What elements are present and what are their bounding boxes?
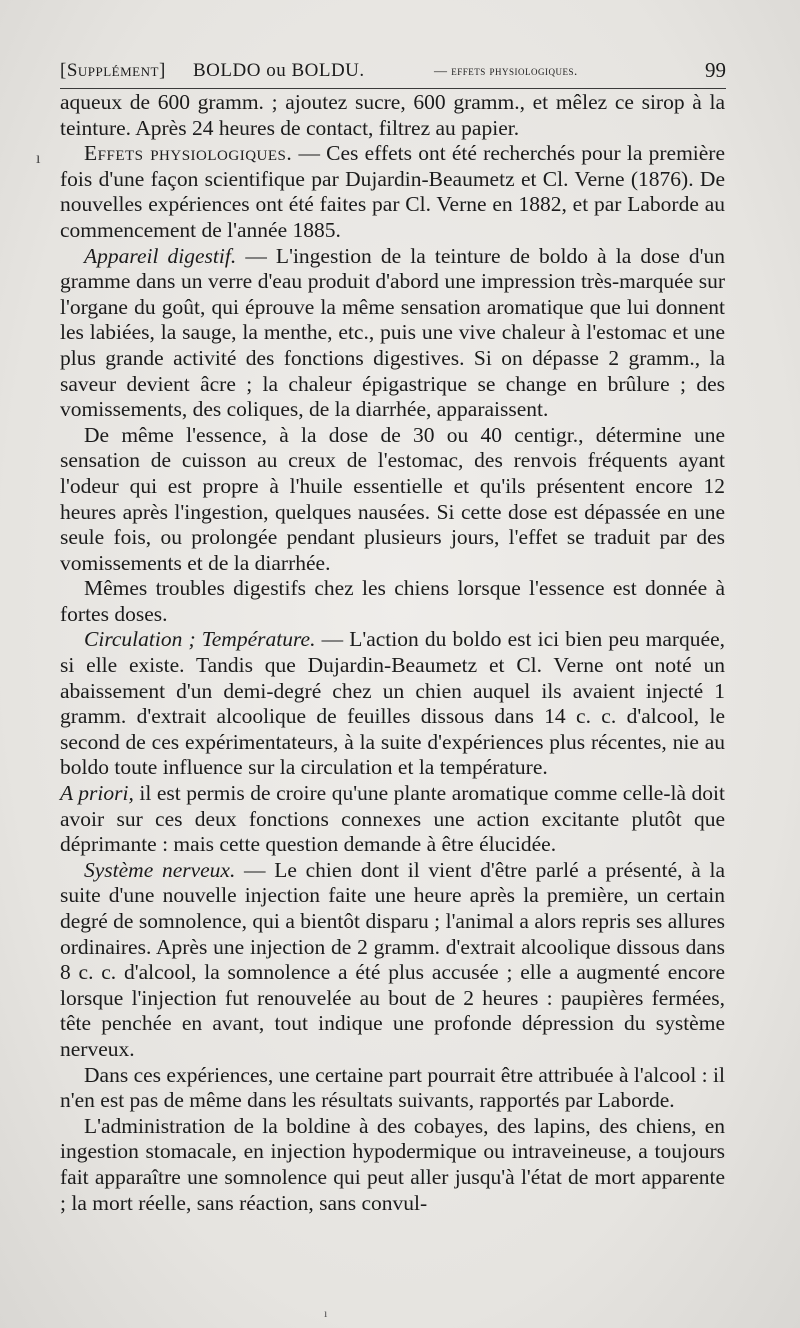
paragraph-appareil-digestif: [60, 244, 725, 423]
margin-mark: ı: [36, 150, 41, 167]
paragraph-essence: [60, 423, 725, 577]
paragraph-recipe-end: [60, 90, 725, 141]
subsection-heading: Système nerveux.: [84, 857, 236, 882]
paragraph-circulation: [60, 627, 725, 781]
subsection-heading: Circulation ; Température.: [84, 627, 316, 652]
body-text: [60, 90, 725, 1216]
article-title: BOLDO ou BOLDU.: [193, 60, 365, 81]
paragraph-text: Dans ces expériences, une certaine part pourrait être attribuée à l'alcool : il n'en est pas de même dans les résultats suivants, rapportés par Laborde.: [60, 1062, 725, 1113]
paragraph-alcool: [60, 1063, 725, 1114]
page-number: 99: [705, 58, 726, 82]
paragraph-text: Mêmes troubles digestifs chez les chiens lorsque l'essence est donnée à fortes doses.: [60, 576, 725, 626]
paragraph-text: L'administration de la boldine à des cobayes, des lapins, des chiens, en ingestion stomacale, en injection hypodermique ou intraveineuse, a toujours fait apparaître une somnolence qui peut aller jusqu'à l'état de mort apparente ; la mort réelle, sans réaction, sans convul-: [60, 1113, 725, 1215]
paragraph-text: — L'ingestion de la teinture de boldo à la dose d'un gramme dans un verre d'eau produit d'abord une impression très-marquée sur l'organe du goût, qui éprouve la même sensation aromatique que lui donnent les labiées, la sauge, la menthe, etc., puis une vive chaleur à l'estomac et une plus grande activité des fonctions digestives. Si on dépasse 2 gramm., la saveur devient âcre ; la chaleur épigastrique se change en brûlure ; des vomissements, des coliques, de la diarrhée, apparaissent.: [60, 243, 726, 422]
paragraph-text: — Le chien dont il vient d'être parlé a présenté, à la suite d'une nouvelle injection faite une heure après la première, un certain degré de somnolence, qui a bientôt disparu ; l'animal a alors repris ses allures ordinaires. Après une injection de 2 gramm. d'extrait alcoolique dissous dans 8 c. c. d'alcool, la somnolence a été plus accusée ; elle a augmenté encore lorsque l'injection fut renouvelée au bout de 2 heures : paupières fermées, tête penchée en avant, tout indique une profonde dépression du système nerveux.: [60, 857, 725, 1061]
paragraph-text: aqueux de 600 gramm. ; ajoutez sucre, 600 gramm., et mêlez ce sirop à la teinture. Après 24 heures de contact, filtrez au papier.: [60, 90, 725, 140]
footer-mark: ı: [324, 1306, 328, 1320]
paragraph-text: De même l'essence, à la dose de 30 ou 40 centigr., détermine une sensation de cuisson au creux de l'estomac, des renvois fréquents ayant l'odeur qui est propre à l'huile essentielle et qu'ils présentent encore 12 heures après l'ingestion, quelques nausées. Si cette dose est dépassée en une seule fois, ou prolongée pendant plusieurs jours, l'effet se traduit par des vomissements et de la diarrhée.: [60, 422, 725, 575]
paragraph-effets-physiologiques: [60, 141, 725, 243]
section-heading: Effets physiologiques.: [84, 141, 293, 166]
subsection-heading: Appareil digestif.: [84, 243, 237, 268]
paragraph-text: — Ces effets ont été recherchés pour la première fois d'une façon scientifique par Dujardin-Beaumetz et Cl. Verne (1876). De nouvelles expériences ont été faites par Cl. Verne en 1882, et par Laborde au commencement de l'année 1885.: [60, 141, 726, 242]
italic-lead: A priori,: [60, 781, 134, 806]
paragraph-systeme-nerveux: [60, 858, 725, 1063]
paragraph-chiens: [60, 576, 725, 627]
section-subtitle: — effets physiologiques.: [434, 63, 578, 78]
paragraph-boldine: [60, 1114, 725, 1216]
section-label: [Supplément]: [60, 60, 166, 81]
running-header: [60, 58, 726, 89]
paragraph-a-priori: [60, 781, 725, 858]
paragraph-text: il est permis de croire qu'une plante aromatique comme celle-là doit avoir sur ces deux fonctions connexes une action excitante plutôt que déprimante : mais cette question demande à être élucidée.: [60, 781, 725, 857]
paragraph-text: — L'action du boldo est ici bien peu marquée, si elle existe. Tandis que Dujardin-Beaumetz et Cl. Verne ont noté un abaissement d'un demi-degré chez un chien auquel ils avaient injecté 1 gramm. d'extrait alcoolique de feuilles dissous dans 14 c. c. d'alcool, le second de ces expérimentateurs, à la suite d'expériences plus récentes, nie au boldo toute influence sur la circulation et la température.: [60, 627, 725, 780]
